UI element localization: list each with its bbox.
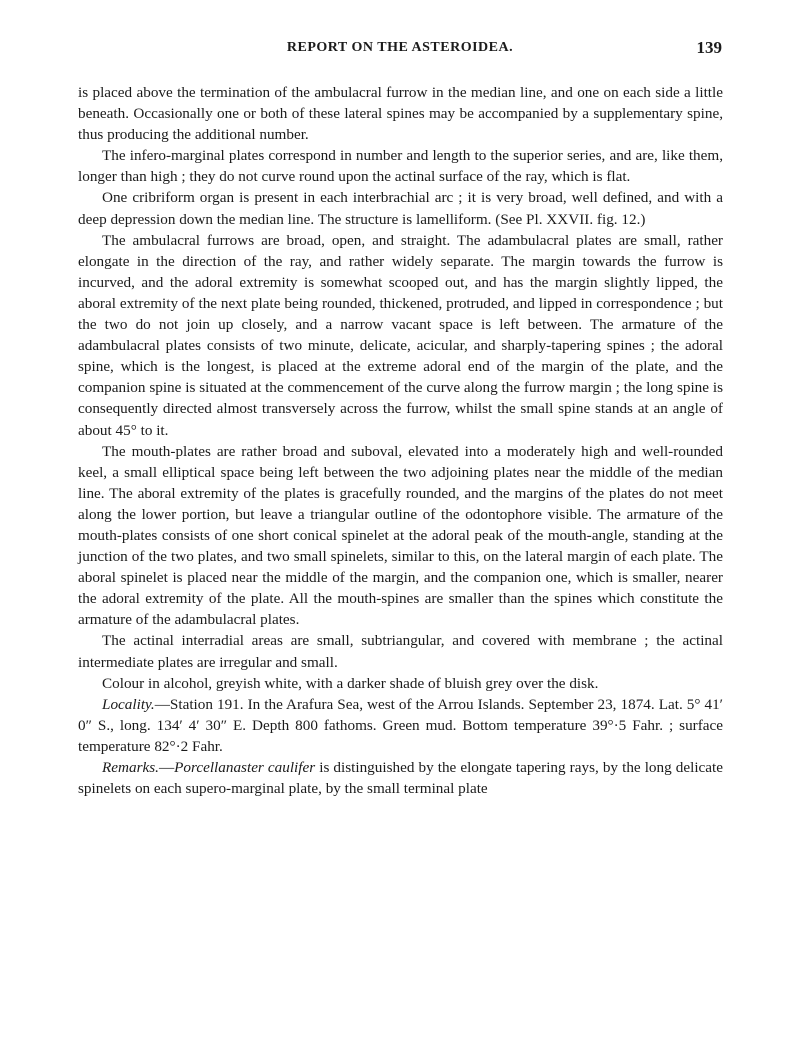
paragraph-remarks — [78, 757, 723, 799]
page-header — [78, 40, 722, 64]
paragraph-ambulacral: The ambulacral furrows are broad, open, and straight. The adambulacral plates are small, rather elongate in the direction of the ray, and rather widely separate. The margin towards the furrow is incurved, and the adoral extremity is somewhat scooped out, and has the margin slightly lipped, the aboral extremity of the next plate being rounded, thickened, protruded, and lipped in correspondence ; but the two do not join up closely, and a narrow vacant space is left between. The armature of the adambulacral plates consists of two minute, delicate, acicular, and sharply-tapering spines ; the adoral spine, which is the longest, is placed at the extreme adoral end of the margin of the plate, and the companion spine is situated at the commencement of the curve along the furrow margin ; the long spine is consequently directed almost transversely across the furrow, whilst the small spine stands at an angle of about 45° to it. — [78, 231, 723, 439]
remarks-label: Remarks. — [102, 759, 159, 776]
remarks-dash: — — [158, 759, 175, 776]
paragraph-continued: is placed above the termination of the ambulacral furrow in the median line, and one on each side a little beneath. Occasionally one or both of these lateral spines may be accompanied by a supplementary spine, thus producing the additional number. — [78, 84, 723, 144]
running-title: REPORT ON THE ASTEROIDEA. — [286, 40, 514, 55]
paragraph-cribriform: One cribriform organ is present in each interbrachial arc ; it is very broad, well defined, and with a deep depression down the median line. The structure is lamelliform. (See Pl. XXVII. fig. 12.) — [78, 189, 723, 228]
remarks-text: is distinguished by the elongate tapering rays, by the long delicate spinelets on each supero-marginal plate, by the small terminal plate — [78, 759, 723, 798]
paragraph-infero-marginal: The infero-marginal plates correspond in number and length to the superior series, and are, like them, longer than high ; they do not curve round upon the actinal surface of the ray, which is flat. — [78, 147, 723, 186]
paragraph-actinal: The actinal interradial areas are small, subtriangular, and covered with membrane ; the actinal intermediate plates are irregular and small. — [78, 632, 723, 671]
locality-text: —Station 191. In the Arafura Sea, west of the Arrou Islands. September 23, 1874. Lat. 5° 41′ 0″ S., long. 134′ 4′ 30″ E. Depth 800 fathoms. Green mud. Bottom temperature 39°·5 Fahr. ; surface temperature 82°·2 Fahr. — [78, 695, 723, 755]
page-number: 139 — [696, 38, 722, 57]
paragraph-locality — [78, 694, 723, 757]
species-name: Porcellanaster caulifer — [174, 759, 316, 776]
locality-label: Locality. — [102, 695, 155, 713]
body-text — [78, 82, 723, 799]
paragraph-mouth-plates: The mouth-plates are rather broad and suboval, elevated into a moderately high and well-rounded keel, a small elliptical space being left between the two adjoining plates near the middle of the median line. The aboral extremity of the plates is gracefully rounded, and the margins of the plates do not meet along the lower portion, but leave a triangular outline of the odontophore visible. The armature of the mouth-plates consists of one short conical spinelet at the adoral peak of the mouth-angle, standing at the junction of the two plates, and two small spinelets, similar to this, on the lateral margin of each plate. The aboral spinelet is placed near the middle of the margin, and the companion one, which is smaller, nearer the adoral extremity of the plate. All the mouth-spines are smaller than the spines which constitute the armature of the adambulacral plates. — [78, 442, 723, 629]
paragraph-colour: Colour in alcohol, greyish white, with a darker shade of bluish grey over the disk. — [102, 674, 599, 692]
